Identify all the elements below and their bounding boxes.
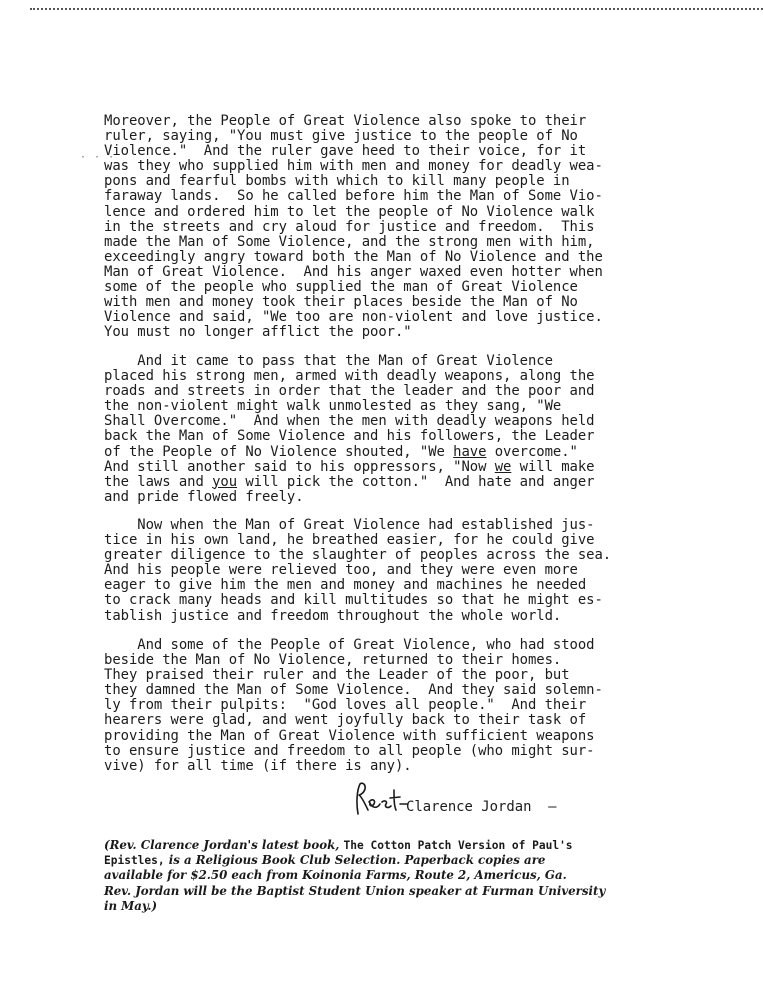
underlined-we: we bbox=[494, 458, 512, 475]
paragraph-1: Moreover, the People of Great Violence also spoke to their ruler, saying, "You must give justice to the people of No Violence." And the ruler gave heed to their voice, for it was they who supplied him with men and money for deadly wea- pons and fearful bombs with which to kill many people in faraway lands. So he called before him the Man of Some Vio- lence and ordered him to let the people of No Violence walk in the streets and cry aloud for justice and freedom. This made the Man of Some Violence, and the strong men with him, exceedingly angry toward both the Man of No Violence and the Man of Great Violence. And his anger waxed even hotter when some of the people who supplied the man of Great Violence with men and money took their places beside the Man of No Violence and said, "We too are non-violent and love justice. You must no longer afflict the poor." bbox=[104, 113, 603, 341]
note-line-2 bbox=[104, 853, 704, 868]
paragraph-2-line9-end: will make bbox=[511, 458, 595, 475]
paragraph-2-line10-end: will pick the cotton." And hate and anger bbox=[237, 473, 595, 490]
page-top-edge bbox=[30, 0, 763, 10]
note-line-1-start: (Rev. Clarence Jordan's latest book, bbox=[104, 838, 344, 852]
note-book-title: The Cotton Patch Version of Paul's bbox=[343, 839, 573, 852]
margin-mark: · · · bbox=[80, 152, 116, 163]
signature-block bbox=[352, 780, 592, 820]
note-line-5: in May.) bbox=[104, 898, 158, 913]
underlined-have: have bbox=[453, 443, 487, 460]
paragraph-2 bbox=[104, 354, 595, 505]
note-line-4: Rev. Jordan will be the Baptist Student Union speaker at Furman University bbox=[104, 883, 606, 898]
footnote bbox=[104, 838, 704, 914]
paragraph-2-lines: And it came to pass that the Man of Great Violence placed his strong men, armed with deadly weapons, along the roads and streets in order that the leader and the poor and the non-violent might walk unmolested as they sang, "We Shall Overcome." And when the men with deadly weapons held back the Man of Some Violence and his followers, the Leader of the People of No Violence shouted, "We bbox=[104, 353, 595, 460]
note-book-title-cont: Epistles, bbox=[104, 854, 165, 868]
paragraph-2-line11: and pride flowed freely. bbox=[104, 488, 304, 505]
paragraph-2-line9-start: And still another said to his oppressors, "Now bbox=[104, 458, 495, 475]
note-line-3: available for $2.50 each from Koinonia Farms, Route 2, Americus, Ga. bbox=[104, 868, 567, 883]
note-line-2-rest: is a Religious Book Club Selection. Paperback copies are bbox=[164, 853, 546, 868]
paragraph-2-line10-start: the laws and bbox=[104, 473, 213, 490]
signature-name: Clarence Jordan — bbox=[406, 799, 557, 815]
paragraph-3: Now when the Man of Great Violence had established jus- tice in his own land, he breathed easier, for he could give greater diligence to the slaughter of peoples across the sea. And his people were relieved too, and they were even more eager to give him the men and money and machines he needed to crack many heads and kill multitudes so that he might es- tablish justice and freedom throughout the whole world. bbox=[104, 517, 612, 624]
paragraph-2-after-have: overcome." bbox=[486, 443, 578, 460]
underlined-you: you bbox=[212, 473, 238, 490]
paragraph-4: And some of the People of Great Violence, who had stood beside the Man of No Violence, returned to their homes. They praised their ruler and the Leader of the poor, but they damned the Man of Some Violence. And they said solemn- ly from their pulpits: "God loves all people." And their hearers were glad, and went joyfully back to their task of providing the Man of Great Violence with sufficient weapons to ensure justice and freedom to all people (who might sur- vive) for all time (if there is any). bbox=[104, 637, 603, 774]
note-line-1 bbox=[104, 838, 704, 853]
